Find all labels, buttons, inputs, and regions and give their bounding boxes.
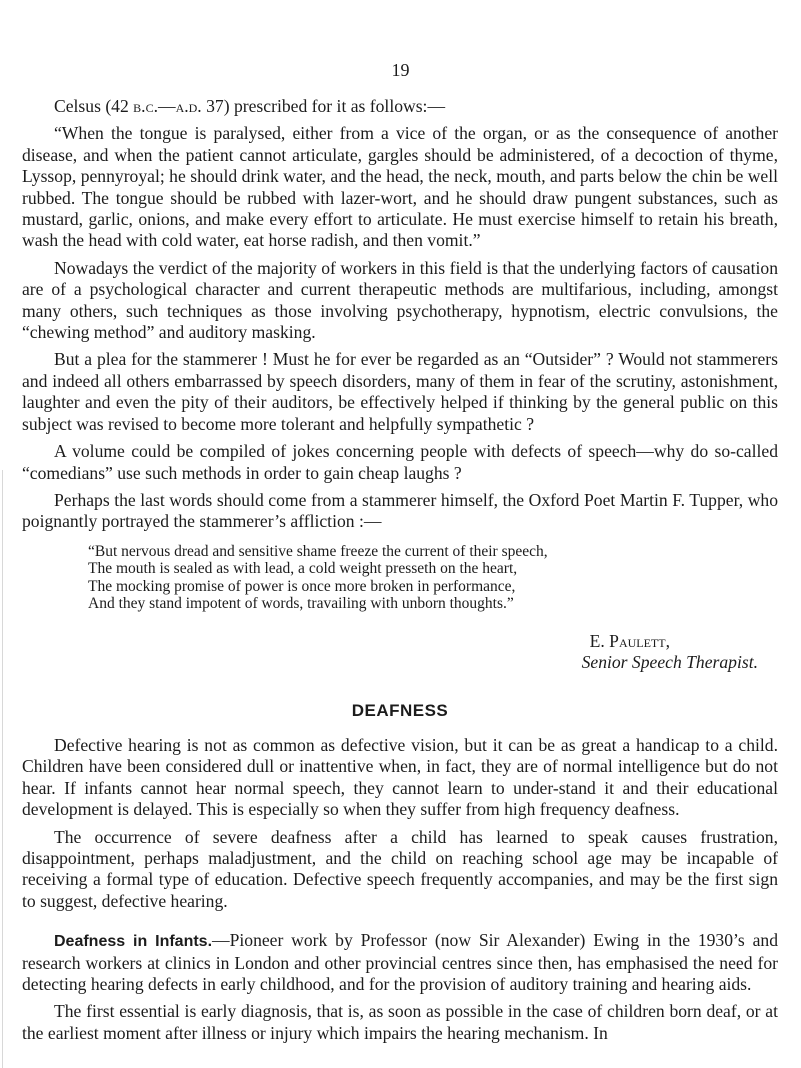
- tupper-poem: [88, 543, 778, 613]
- poem-line: The mouth is sealed as with lead, a cold weight presseth on the heart,: [88, 560, 518, 578]
- poem-line: And they stand impotent of words, travailing with unborn thoughts.”: [88, 595, 514, 613]
- first-essential-paragraph: The first essential is early diagnosis, that is, as soon as possible in the case of children born deaf, or at the earliest moment after illness or injury which impairs the hearing mechanism. In: [22, 1001, 778, 1043]
- celsus-date-dash: —: [157, 96, 176, 116]
- body-text: [22, 96, 778, 1050]
- author-name: E. Paulett,: [589, 630, 670, 651]
- nowadays-paragraph: Nowadays the verdict of the majority of workers in this field is that the underlying factors of causation are of a psychological character and current therapeutic methods are multifarious, including, amongst many others, such techniques as those involving psychotherapy, hypnotism, electric convulsions, the “chewing method” and auditory masking.: [22, 257, 778, 343]
- author-signature: [22, 631, 778, 674]
- celsus-date-ad: a.d.: [175, 96, 202, 116]
- section-heading-deafness: DEAFNESS: [351, 700, 449, 720]
- tupper-paragraph: Perhaps the last words should come from a stammerer himself, the Oxford Poet Martin F. Tupper, who poignantly portrayed the stammerer’s affliction :—: [22, 489, 778, 532]
- celsus-intro-paragraph: [22, 96, 778, 117]
- deafness-infants-text: —Pioneer work by Professor (now Sir Alexander) Ewing in the 1930’s and research workers at clinics in London and other provincial centres since then, has emphasised the need for detecting hearing defects in early childhood, and for the provision of auditory training and hearing aids.: [22, 930, 778, 994]
- celsus-quote-paragraph: “When the tongue is paralysed, either from a vice of the organ, or as the consequence of another disease, and when the patient cannot articulate, gargles should be administered, of a decoction of thyme, Lyssop, pennyroyal; he should drink water, and the head, the neck, mouth, and parts below the chin be well rubbed. The tongue should be rubbed with lazer-wort, and he should draw pungent substances, such as mustard, garlic, onions, and make every effort to articulate. He must exercise himself to retain his breath, wash the head with cold water, eat horse radish, and then vomit.”: [22, 123, 778, 251]
- deafness-infants-paragraph: [22, 930, 778, 995]
- deafness-infants-runin-heading: Deafness in Infants.: [54, 933, 213, 951]
- author-title: Senior Speech Therapist.: [581, 652, 758, 673]
- celsus-date-bc: b.c.: [133, 96, 158, 116]
- celsus-intro-pre: Celsus (42: [54, 96, 134, 116]
- plea-paragraph: But a plea for the stammerer ! Must he for ever be regarded as an “Outsider” ? Would not stammerers and indeed all others embarrassed by speech disorders, many of them in fear of the scrutiny, astonishment, laughter and even the pity of their auditors, be effectively helped if thinking by the general public on this subject was revised to become more tolerant and helpfully sympathetic ?: [22, 349, 778, 434]
- occurrence-paragraph: The occurrence of severe deafness after a child has learned to speak causes frustration, disappointment, perhaps maladjustment, and the child on reaching school age may be incapable of receiving a formal type of education. Defective speech frequently accompanies, and may be the first sign to suggest, defective hearing.: [22, 826, 778, 911]
- paragraph-spacer: [22, 918, 778, 930]
- celsus-intro-post: 37) prescribed for it as follows:—: [201, 96, 446, 116]
- volume-paragraph: A volume could be compiled of jokes concerning people with defects of speech—why do so-called “comedians” use such methods in order to gain cheap laughs ?: [22, 441, 778, 483]
- defective-hearing-paragraph: Defective hearing is not as common as defective vision, but it can be as great a handicap to a child. Children have been considered dull or inattentive when, in fact, they are of normal intelligence but do not hear. If infants cannot hear normal speech, they cannot learn to under-stand it and their educational development is delayed. This is especially so when they suffer from high frequency deafness.: [22, 734, 778, 820]
- poem-line: “But nervous dread and sensitive shame freeze the current of their speech,: [88, 542, 548, 560]
- poem-line: The mocking promise of power is once more broken in performance,: [88, 577, 516, 595]
- page-number: 19: [391, 60, 410, 80]
- page-edge-shadow: [2, 470, 3, 1068]
